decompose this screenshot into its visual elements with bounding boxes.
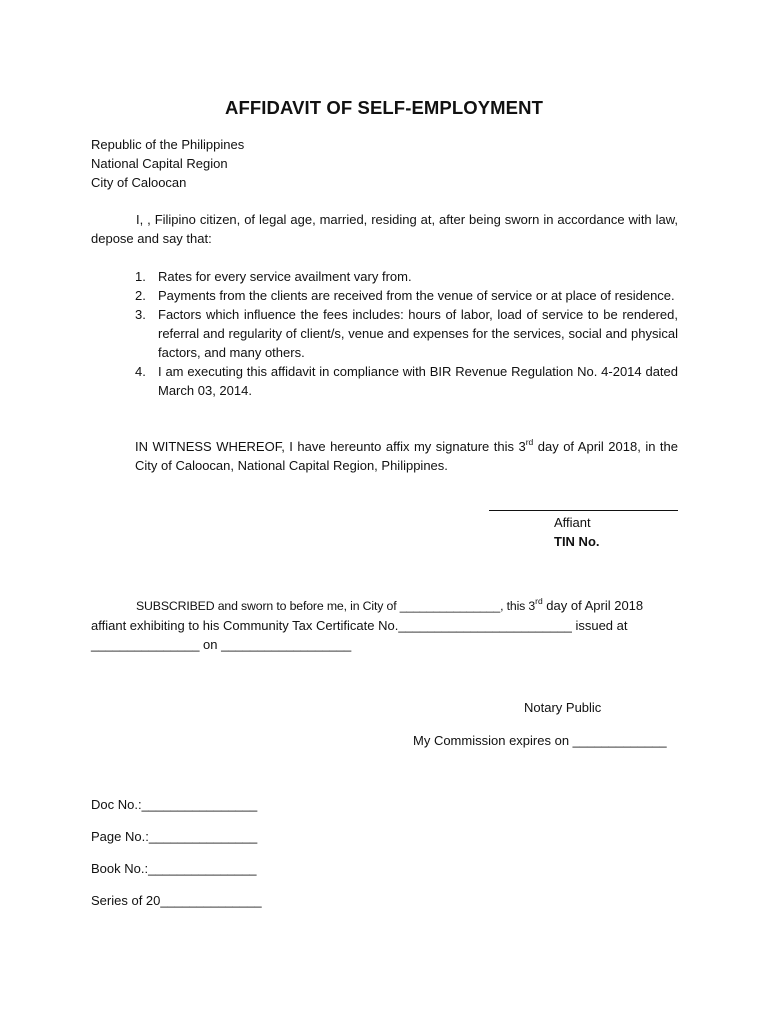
list-item-text: I am executing this affidavit in compliance with BIR Revenue Regulation No. 4-2014 dated March 03, 2014. [158, 364, 678, 398]
affiant-signature-line [489, 510, 678, 511]
list-item-number: 1. [135, 269, 146, 284]
list-item-text: Factors which influence the fees includes: hours of labor, load of service to be rendered, referral and regularity of client/s, venue and expenses for the services, social and physical factors, and many others. [158, 307, 678, 360]
list-item-text: Rates for every service availment vary from. [158, 269, 412, 284]
witness-ordinal-suffix: rd [525, 436, 534, 447]
venue-country: Republic of the Philippines [91, 137, 245, 152]
jurat-text-start: SUBSCRIBED and sworn to before me, in City of _______________, this 3 [136, 599, 536, 613]
venue-region: National Capital Region [91, 156, 228, 171]
notary-public-label: Notary Public [524, 700, 602, 715]
venue-block [91, 135, 244, 192]
statement-list [135, 267, 678, 400]
intro-paragraph: I, , Filipino citizen, of legal age, married, residing at, after being sworn in accordance with law, depose and say that: [91, 212, 678, 246]
list-item [135, 362, 678, 400]
jurat-ordinal-suffix: rd [535, 595, 543, 606]
doc-no-field: Doc No.:________________ [91, 797, 258, 812]
jurat-line-3: _______________ on __________________ [91, 637, 352, 652]
witness-paragraph [135, 437, 678, 475]
list-item-number: 3. [135, 307, 146, 322]
notarial-register-block [91, 795, 262, 923]
jurat-line-2: affiant exhibiting to his Community Tax Certificate No.________________________ issued at [91, 618, 628, 633]
jurat-line-1 [91, 596, 678, 616]
tin-label: TIN No. [554, 534, 600, 549]
list-item [135, 286, 678, 305]
witness-text-start: IN WITNESS WHEREOF, I have hereunto affix my signature this 3 [135, 439, 526, 454]
list-item [135, 267, 678, 286]
page-no-field: Page No.:_______________ [91, 829, 258, 844]
affiant-label: Affiant [554, 515, 591, 530]
list-item-number: 2. [135, 288, 146, 303]
series-field: Series of 20______________ [91, 893, 262, 908]
commission-expiry: My Commission expires on _____________ [413, 733, 667, 748]
venue-city: City of Caloocan [91, 175, 187, 190]
list-item [135, 305, 678, 362]
document-title: AFFIDAVIT OF SELF-EMPLOYMENT [225, 97, 543, 118]
book-no-field: Book No.:_______________ [91, 861, 257, 876]
list-item-text: Payments from the clients are received from the venue of service or at place of residence. [158, 288, 675, 303]
jurat-block [91, 596, 678, 654]
witness-text-end: day of April 2018, in the City of Caloocan, National Capital Region, Philippines. [135, 439, 678, 473]
list-item-number: 4. [135, 364, 146, 379]
jurat-text-end: day of April 2018 [542, 598, 644, 613]
